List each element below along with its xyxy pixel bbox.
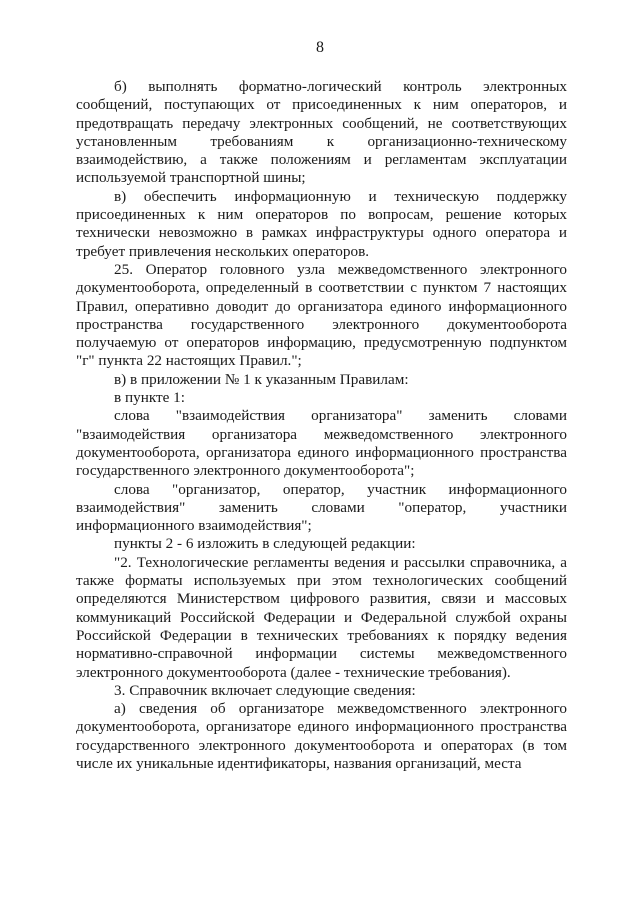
- paragraph-in-point-1: в пункте 1:: [114, 389, 185, 407]
- paragraph-points-2-6: пункты 2 - 6 изложить в следующей редакции:: [114, 535, 416, 553]
- paragraph-words-organizer-operator: слова "организатор, оператор, участник информационного взаимодействия" заменить словами "оператор, участники информационного взаимодействия";: [76, 480, 567, 535]
- paragraph-a-organizer-info: а) сведения об организаторе межведомственного электронного документооборота, организаторе единого информационного пространства государственного электронного документооборота и операторах (в том числе их уникальные идентификаторы, названия организаций, места: [76, 700, 567, 772]
- paragraph-v-appendix-1: в) в приложении № 1 к указанным Правилам:: [114, 370, 409, 388]
- document-body: [76, 78, 567, 773]
- paragraph-25-head-node-operator: 25. Оператор головного узла межведомственного электронного документооборота, определенный в соответствии с пунктом 7 настоящих Правил, оперативно доводит до организатора единого информационного пространства государственного электронного документооборота получаемую от операторов информацию, предусмотренную подпунктом "г" пункта 22 настоящих Правил.";: [76, 260, 567, 370]
- paragraph-v-support: в) обеспечить информационную и техническую поддержку присоединенных к ним операторов по вопросам, решение которых технически невозможно в рамках инфраструктуры одного оператора и требует привлечения нескольких операторов.: [76, 187, 567, 260]
- paragraph-words-interaction-organizer: слова "взаимодействия организатора" заменить словами "взаимодействия организатора межведомственного электронного документооборота, организатора единого информационного пространства государственного электронного документооборота";: [76, 407, 567, 480]
- paragraph-b-format-control: б) выполнять форматно-логический контроль электронных сообщений, поступающих от присоединенных к ним операторов, и предотвращать передачу электронных сообщений, не соответствующих установленным требованиям к организационно-техническому взаимодействию, а также положениям и регламентам эксплуатации используемой транспортной шины;: [76, 78, 567, 187]
- paragraph-2-tech-regulations: "2. Технологические регламенты ведения и рассылки справочника, а также форматы используемых при этом технологических сообщений определяются Министерством цифрового развития, связи и массовых коммуникаций Российской Федерации и Федеральной службой охраны Российской Федерации в технических требованиях к порядку ведения нормативно-справочной информации системы межведомственного электронного документооборота (далее - технические требования).: [76, 553, 567, 681]
- page-number: 8: [316, 39, 324, 56]
- paragraph-3-directory: 3. Справочник включает следующие сведения:: [114, 681, 416, 699]
